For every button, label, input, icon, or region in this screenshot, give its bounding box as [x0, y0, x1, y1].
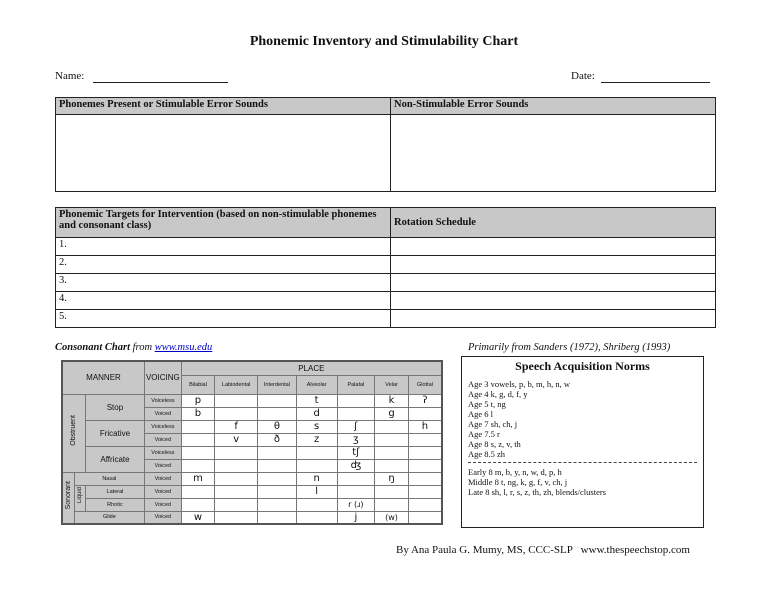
- place-header: PLACE: [181, 361, 442, 375]
- norms-age-item: Age 5 t, ng: [468, 399, 506, 409]
- phoneme-cell: [215, 446, 258, 459]
- phoneme-cell: [215, 511, 258, 524]
- phoneme-cell: [408, 485, 442, 498]
- phoneme-cell: [215, 485, 258, 498]
- voicing-header: VOICING: [145, 361, 182, 394]
- place-palatal: Palatal: [337, 375, 375, 394]
- norms-group-item: Early 8 m, b, y, n, w, d, p, h: [468, 467, 562, 477]
- phoneme-cell: [181, 420, 215, 433]
- phoneme-cell: [408, 433, 442, 446]
- manner-glide: Glide: [74, 511, 144, 524]
- target-row[interactable]: 4.: [56, 292, 391, 310]
- sources-caption: Primarily from Sanders (1972), Shriberg (1993): [468, 342, 671, 353]
- phoneme-cell: f: [215, 420, 258, 433]
- phoneme-cell: [296, 498, 337, 511]
- phoneme-cell: ŋ: [375, 472, 409, 485]
- phoneme-cell: [258, 511, 297, 524]
- phoneme-cell: z: [296, 433, 337, 446]
- phoneme-cell: tʃ: [337, 446, 375, 459]
- phoneme-cell: p: [181, 394, 215, 407]
- norms-age-item: Age 8 s, z, v, th: [468, 439, 521, 449]
- phoneme-cell: ʒ: [337, 433, 375, 446]
- phoneme-cell: [258, 407, 297, 420]
- target-row[interactable]: 3.: [56, 274, 391, 292]
- place-interdental: Interdental: [258, 375, 297, 394]
- norms-age-item: Age 7 sh, ch, j: [468, 419, 518, 429]
- phoneme-cell: [215, 472, 258, 485]
- speech-acquisition-norms-box: [461, 356, 704, 528]
- phoneme-cell: θ: [258, 420, 297, 433]
- norms-group-item: Late 8 sh, l, r, s, z, th, zh, blends/clusters: [468, 487, 606, 497]
- obstruent-label: Obstruent: [62, 394, 85, 472]
- consonant-chart-caption: Consonant Chart from www.msu.edu: [55, 342, 213, 353]
- manner-lateral: Lateral: [85, 485, 144, 498]
- phoneme-cell: [337, 472, 375, 485]
- manner-affricate: Affricate: [85, 446, 144, 472]
- rotation-cell[interactable]: [391, 310, 716, 328]
- phoneme-cell: r (ɹ): [337, 498, 375, 511]
- rotation-cell[interactable]: [391, 256, 716, 274]
- norms-age-item: Age 6 l: [468, 409, 494, 419]
- phoneme-cell: [408, 511, 442, 524]
- name-label: Name:: [55, 70, 85, 82]
- rotation-cell[interactable]: [391, 238, 716, 256]
- phoneme-cell: [258, 485, 297, 498]
- phoneme-cell: [375, 485, 409, 498]
- non-stimulable-header: Non-Stimulable Error Sounds: [391, 98, 716, 115]
- place-velar: Velar: [375, 375, 409, 394]
- phoneme-cell: [181, 498, 215, 511]
- non-stimulable-cell[interactable]: [391, 115, 716, 192]
- phoneme-cell: d: [296, 407, 337, 420]
- phoneme-cell: [181, 446, 215, 459]
- phoneme-cell: [408, 446, 442, 459]
- phoneme-cell: [375, 446, 409, 459]
- phoneme-cell: [408, 459, 442, 472]
- phoneme-cell: [296, 459, 337, 472]
- phoneme-cell: t: [296, 394, 337, 407]
- voicing-voiceless: Voiceless: [145, 420, 182, 433]
- phoneme-cell: ð: [258, 433, 297, 446]
- target-row[interactable]: 5.: [56, 310, 391, 328]
- phoneme-cell: [408, 472, 442, 485]
- manner-rhotic: Rhotic: [85, 498, 144, 511]
- phoneme-cell: [258, 459, 297, 472]
- phoneme-cell: [408, 498, 442, 511]
- phoneme-cell: [215, 498, 258, 511]
- msu-link[interactable]: www.msu.edu: [154, 342, 213, 353]
- phoneme-cell: ʔ: [408, 394, 442, 407]
- phoneme-cell: [375, 498, 409, 511]
- phoneme-cell: [408, 407, 442, 420]
- phoneme-cell: [337, 407, 375, 420]
- voicing-voiced: Voiced: [145, 407, 182, 420]
- voicing-voiced: Voiced: [145, 498, 182, 511]
- phoneme-cell: [181, 459, 215, 472]
- place-glottal: Glottal: [408, 375, 442, 394]
- manner-fricative: Fricative: [85, 420, 144, 446]
- place-alveolar: Alveolar: [296, 375, 337, 394]
- phoneme-cell: s: [296, 420, 337, 433]
- voicing-voiceless: Voiceless: [145, 394, 182, 407]
- manner-stop: Stop: [85, 394, 144, 420]
- norms-age-item: Age 4 k, g, d, f, y: [468, 389, 528, 399]
- phoneme-cell: [215, 394, 258, 407]
- phoneme-cell: h: [408, 420, 442, 433]
- phoneme-cell: [215, 407, 258, 420]
- norms-heading: Speech Acquisition Norms: [515, 359, 650, 373]
- phoneme-cell: v: [215, 433, 258, 446]
- manner-nasal: Nasal: [74, 472, 144, 485]
- norms-age-item: Age 3 vowels, p, b, m, h, n, w: [468, 379, 570, 389]
- name-field[interactable]: [93, 82, 228, 83]
- phoneme-cell: g: [375, 407, 409, 420]
- phoneme-cell: [337, 485, 375, 498]
- date-field[interactable]: [601, 82, 710, 83]
- voicing-voiced: Voiced: [145, 459, 182, 472]
- rotation-cell[interactable]: [391, 292, 716, 310]
- phoneme-cell: [337, 394, 375, 407]
- phoneme-cell: [375, 459, 409, 472]
- phoneme-cell: b: [181, 407, 215, 420]
- phoneme-cell: [375, 433, 409, 446]
- norms-group-item: Middle 8 t, ng, k, g, f, v, ch, j: [468, 477, 568, 487]
- phoneme-cell: ʃ: [337, 420, 375, 433]
- voicing-voiced: Voiced: [145, 472, 182, 485]
- phonemes-present-cell[interactable]: [56, 115, 391, 192]
- rotation-cell[interactable]: [391, 274, 716, 292]
- phoneme-cell: [296, 446, 337, 459]
- phonemes-present-header: Phonemes Present or Stimulable Error Sounds: [56, 98, 391, 115]
- date-label: Date:: [571, 70, 595, 82]
- intervention-targets-table: [55, 207, 716, 328]
- voicing-voiced: Voiced: [145, 433, 182, 446]
- phoneme-cell: w: [181, 511, 215, 524]
- phoneme-cell: [181, 485, 215, 498]
- place-labiodental: Labiodental: [215, 375, 258, 394]
- phoneme-inventory-table: [55, 97, 716, 192]
- phoneme-cell: [296, 511, 337, 524]
- phoneme-cell: [258, 446, 297, 459]
- manner-header: MANNER: [62, 361, 145, 394]
- phoneme-cell: l: [296, 485, 337, 498]
- target-row[interactable]: 1.: [56, 238, 391, 256]
- phoneme-cell: m: [181, 472, 215, 485]
- norms-age-item: Age 8.5 zh: [468, 449, 506, 459]
- consonant-chart-caption-title: Consonant Chart: [55, 342, 130, 353]
- consonant-chart: [61, 360, 443, 525]
- voicing-voiced: Voiced: [145, 511, 182, 524]
- liquid-label: Liquid: [74, 485, 85, 511]
- norms-divider: [468, 462, 697, 463]
- page-title: Phonemic Inventory and Stimulability Chart: [249, 34, 519, 49]
- target-row[interactable]: 2.: [56, 256, 391, 274]
- norms-age-item: Age 7.5 r: [468, 429, 500, 439]
- phoneme-cell: ʤ: [337, 459, 375, 472]
- voicing-voiceless: Voiceless: [145, 446, 182, 459]
- phoneme-cell: [181, 433, 215, 446]
- phoneme-cell: j: [337, 511, 375, 524]
- phoneme-cell: [258, 472, 297, 485]
- phoneme-cell: k: [375, 394, 409, 407]
- phoneme-cell: [375, 420, 409, 433]
- phoneme-cell: n: [296, 472, 337, 485]
- phoneme-cell: [258, 498, 297, 511]
- phoneme-cell: (w): [375, 511, 409, 524]
- phoneme-cell: [215, 459, 258, 472]
- voicing-voiced: Voiced: [145, 485, 182, 498]
- targets-header: Phonemic Targets for Intervention (based on non-stimulable phonemes and consonant class): [56, 208, 391, 238]
- rotation-header: Rotation Schedule: [391, 208, 716, 238]
- footer-credit: By Ana Paula G. Mumy, MS, CCC-SLP www.thespeechstop.com: [396, 544, 690, 556]
- place-bilabial: Bilabial: [181, 375, 215, 394]
- sonorant-label: Sonorant: [62, 472, 74, 524]
- phoneme-cell: [258, 394, 297, 407]
